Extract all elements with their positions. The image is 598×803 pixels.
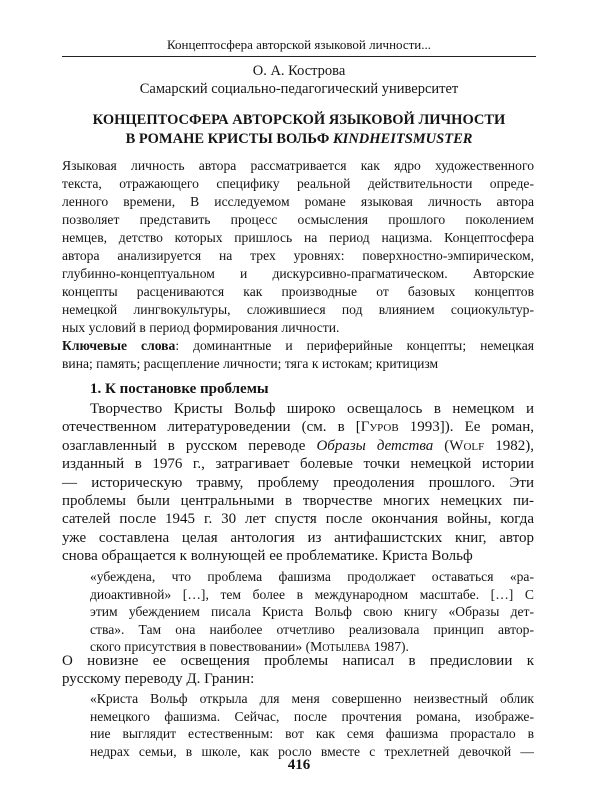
header-rule	[62, 56, 536, 57]
abstract	[62, 157, 534, 373]
quote-line: недрах семьи, в школе, как росло вместе с трехлетней девочкой —	[90, 743, 534, 759]
block-quote-1	[90, 568, 534, 656]
text-run: ского присутствия в повествовании» (	[90, 639, 311, 654]
abstract-line: немецкой лингвокультуры, сложившиеся под влиянием социокультур-	[62, 302, 534, 317]
text-run: 1982),	[484, 437, 534, 454]
block-quote-2	[90, 690, 534, 760]
abstract-line: ных условий в период формирования личности.	[62, 320, 340, 335]
quote-line: немецкого фашизма. Сейчас, после прочтения романа, изображе-	[90, 708, 534, 724]
text-run: озаглавленный в русском переводе	[62, 437, 317, 454]
paragraph-line: сателей после 1945 г. 30 лет спустя после окончания войны, когда	[62, 511, 534, 528]
abstract-line: позволяет представить процесс осмысления прошлого поколением	[62, 212, 534, 227]
paragraph-line	[62, 418, 534, 436]
text-run: 1987).	[370, 639, 409, 654]
paragraph-line: изданный в 1976 г., затрагивает болевые точки немецкой истории	[62, 456, 534, 473]
keywords-line-1	[62, 337, 534, 355]
running-header: Концептосфера авторской языковой личности...	[166, 37, 432, 52]
abstract-line: немцев, детство которых пришлось на период нацизма. Концептосфера	[62, 230, 534, 245]
abstract-line: Языковая личность автора рассматривается как ядро художественного	[62, 158, 534, 173]
paragraph-line: русскому переводу Д. Гранин:	[62, 671, 255, 688]
keywords-label: Ключевые слова	[62, 338, 176, 353]
paragraph-line: О новизне ее освещения проблемы написал в предисловии к	[62, 653, 534, 669]
quote-line: диоактивной» […], тем более в международном масштабе. […] С	[90, 586, 534, 602]
article-title	[62, 111, 536, 149]
quote-line: ства». Там она наиболее отчетливо реализовала принцип автор-	[90, 621, 534, 637]
quote-line: «Криста Вольф открыла для меня совершенно неизвестный облик	[90, 691, 534, 706]
abstract-line: ленного времени, В исследуемом романе языковая личность автора	[62, 194, 534, 209]
page-number: 416	[287, 757, 311, 773]
abstract-line: текста, отражающего специфику реальной действительности опреде-	[62, 176, 534, 191]
paragraph-line	[62, 437, 534, 455]
paragraph-line: снова обращается к волнующей ее проблематике. Криста Вольф	[62, 548, 473, 565]
title-line-2-prefix: В РОМАНЕ КРИСТЫ ВОЛЬФ	[125, 131, 334, 147]
title-line-2	[62, 130, 536, 149]
abstract-line: глубинно-концептуальном и дискурсивно-прагматическом. Авторские	[62, 266, 534, 281]
quote-line: «убеждена, что проблема фашизма продолжает оставаться «ра-	[90, 569, 534, 584]
title-line-2-italic: KINDHEITSMUSTER	[333, 131, 473, 147]
paragraph-line: Творчество Кристы Вольф широко освещалось в немецком и	[90, 401, 534, 417]
paragraph-line: уже составлена целая антология из антифашистских книг, автор	[62, 529, 534, 546]
keywords-line-2: вина; память; расщепление личности; тяга к истокам; критицизм	[62, 356, 439, 371]
body-paragraph-1	[62, 400, 534, 566]
paragraph-line: проблемы были центральными в творчестве многих немецких пи-	[62, 493, 534, 510]
title-line-1: КОНЦЕПТОСФЕРА АВТОРСКОЙ ЯЗЫКОВОЙ ЛИЧНОСТИ	[92, 112, 506, 128]
citation-author: Гуров	[360, 419, 399, 436]
text-run: 1993]). Ее роман,	[398, 419, 534, 436]
quote-line: ние выглядит естественным: вот как семя фашизма прорастало в	[90, 726, 534, 741]
paragraph-line: — историческую травму, проблему преодоления прошлого. Эти	[62, 474, 534, 491]
body-paragraph-2	[62, 652, 534, 689]
keywords-text: : доминантные и периферийные концепты; немецкая	[175, 338, 534, 353]
author-name: О. А. Кострова	[252, 63, 346, 79]
abstract-line: концепты расцениваются как производные от базовых концептов	[62, 284, 534, 299]
author-affiliation: Самарский социально-педагогический университет	[139, 81, 459, 97]
citation-author: Мотылева	[310, 639, 371, 654]
abstract-line: автора анализируется на трех уровнях: поверхностно-эмпирическом,	[62, 248, 534, 263]
text-run: (	[433, 437, 450, 454]
book-title: Образы детства	[316, 437, 434, 454]
text-run: отечественном литературоведении (см. в [	[62, 419, 361, 436]
quote-line: этим убеждением писала Криста Вольф свою книгу «Образы дет-	[90, 604, 534, 619]
citation-author: Wolf	[449, 437, 485, 454]
section-heading: 1. К постановке проблемы	[90, 381, 269, 397]
